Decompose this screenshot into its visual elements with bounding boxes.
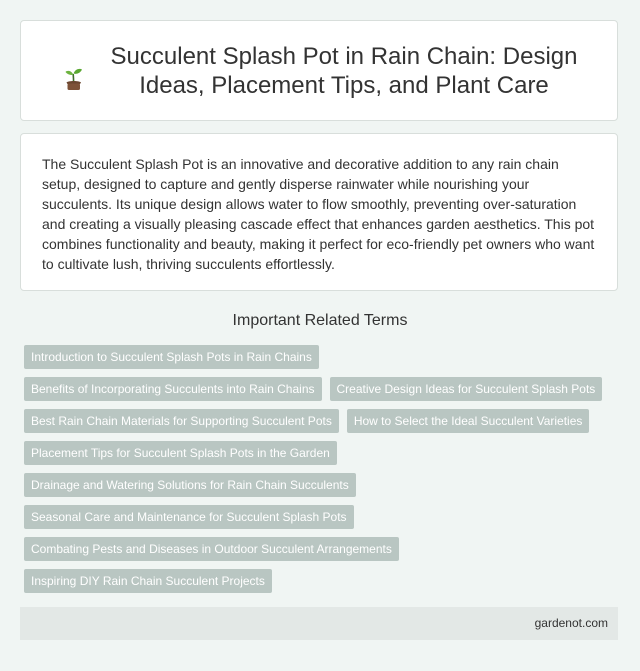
terms-row — [24, 505, 624, 529]
related-term-tag[interactable]: Best Rain Chain Materials for Supporting Succulent Pots — [24, 409, 339, 433]
related-terms-list — [24, 345, 624, 593]
terms-row — [24, 441, 624, 465]
title-card — [20, 20, 618, 121]
related-term-tag[interactable]: Creative Design Ideas for Succulent Splash Pots — [330, 377, 603, 401]
summary-card — [20, 133, 618, 291]
footer-site-link[interactable]: gardenot.com — [534, 616, 608, 630]
related-term-tag[interactable]: Inspiring DIY Rain Chain Succulent Projects — [24, 569, 272, 593]
related-term-tag[interactable]: Introduction to Succulent Splash Pots in Rain Chains — [24, 345, 319, 369]
terms-row — [24, 537, 624, 561]
related-term-tag[interactable]: Placement Tips for Succulent Splash Pots in the Garden — [24, 441, 337, 465]
title-wrap — [59, 42, 579, 100]
related-terms-heading: Important Related Terms — [232, 312, 408, 329]
footer — [20, 607, 618, 640]
summary-text: The Succulent Splash Pot is an innovative and decorative addition to any rain chain setup, designed to capture and gently disperse rainwater while nourishing your succulents. Its unique design allows water to flow smoothly, preventing over-saturation and creating a visually pleasing cascade effect that enhances garden aesthetics. This pot combines functionality and beauty, making it perfect for eco-friendly pet owners who want to cultivate lush, thriving succulents effortlessly. — [42, 156, 595, 272]
terms-row — [24, 569, 624, 593]
related-term-tag[interactable]: Combating Pests and Diseases in Outdoor Succulent Arrangements — [24, 537, 399, 561]
page-title: Succulent Splash Pot in Rain Chain: Design Ideas, Placement Tips, and Plant Care — [110, 42, 578, 99]
related-term-tag[interactable]: Drainage and Watering Solutions for Rain Chain Succulents — [24, 473, 356, 497]
related-term-tag[interactable]: How to Select the Ideal Succulent Varieties — [347, 409, 590, 433]
terms-row — [24, 473, 624, 497]
terms-row — [24, 345, 624, 369]
related-term-tag[interactable]: Seasonal Care and Maintenance for Succulent Splash Pots — [24, 505, 354, 529]
related-term-tag[interactable]: Benefits of Incorporating Succulents into Rain Chains — [24, 377, 322, 401]
seedling-icon — [59, 64, 89, 94]
